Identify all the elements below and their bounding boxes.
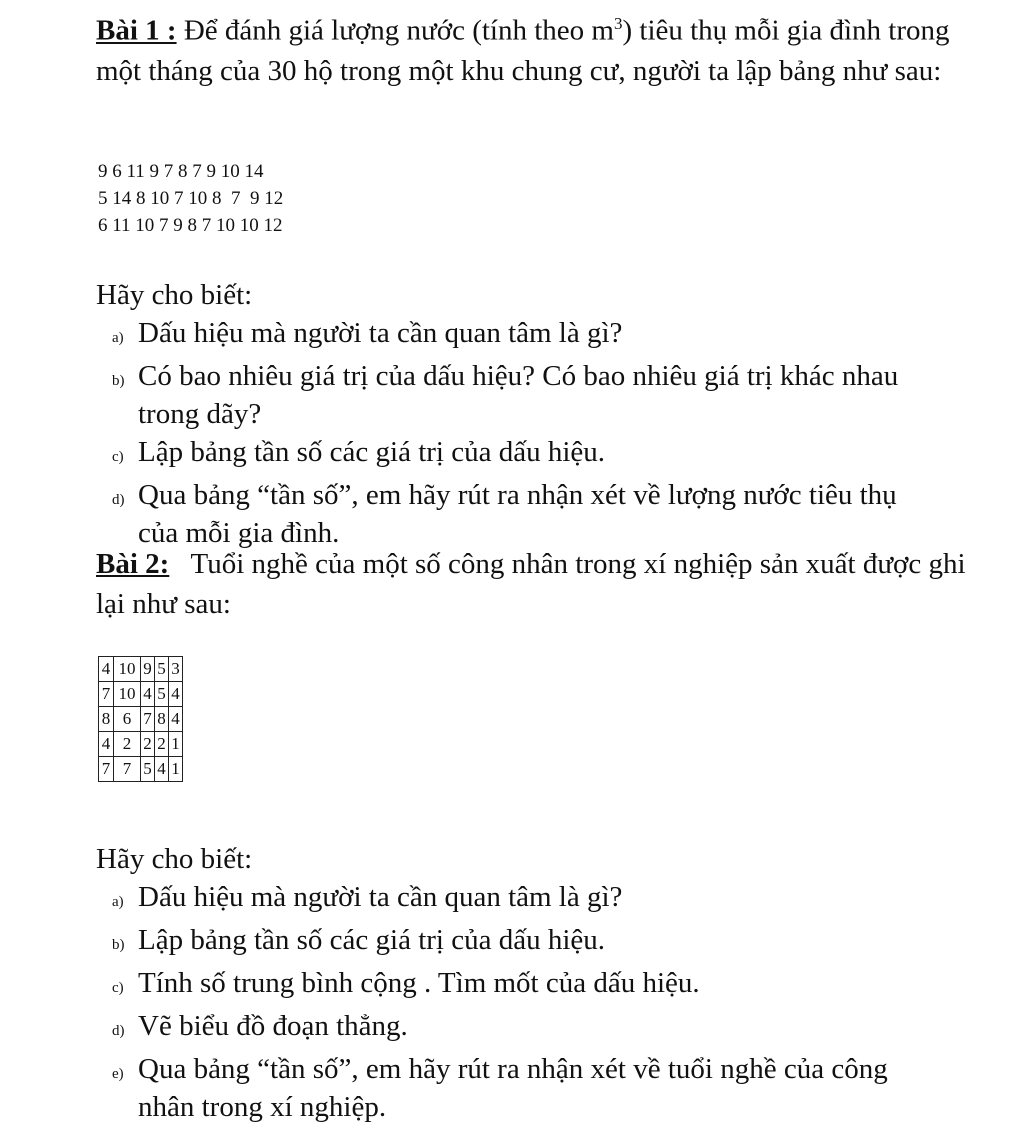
table-cell: 10 — [114, 657, 141, 682]
table-cell: 7 — [99, 682, 114, 707]
item-marker: b) — [112, 937, 125, 953]
table-cell: 4 — [141, 682, 155, 707]
table-cell: 5 — [155, 657, 169, 682]
list-item — [110, 878, 970, 921]
list-item — [110, 1007, 970, 1050]
item-marker: d) — [112, 492, 125, 508]
bai1-heading: Bài 1 : — [96, 14, 177, 47]
list-item — [110, 433, 970, 476]
table-cell: 8 — [155, 707, 169, 732]
table-cell: 4 — [169, 707, 183, 732]
bai2-prompt: Hãy cho biết: — [96, 843, 253, 875]
item-text: Vẽ biểu đồ đoạn thẳng. — [138, 1010, 408, 1042]
table-row — [99, 757, 183, 782]
ages-table — [98, 656, 183, 782]
item-marker: c) — [112, 449, 124, 465]
item-text: Dấu hiệu mà người ta cần quan tâm là gì? — [138, 317, 623, 349]
item-text: Tính số trung bình cộng . Tìm mốt của dấu hiệu. — [138, 967, 700, 999]
list-item — [110, 964, 970, 1007]
table-row — [99, 732, 183, 757]
item-marker: e) — [112, 1066, 124, 1082]
data-row: 5 14 8 10 7 10 8 7 9 12 — [98, 188, 284, 209]
table-cell: 7 — [141, 707, 155, 732]
bai1-questions — [110, 314, 970, 552]
bai2-intro — [96, 544, 973, 624]
table-row — [99, 707, 183, 732]
list-item — [110, 476, 970, 552]
item-marker: b) — [112, 373, 125, 389]
bai1-intro — [96, 4, 966, 91]
table-cell: 1 — [169, 757, 183, 782]
table-cell: 2 — [114, 732, 141, 757]
item-marker: a) — [112, 894, 124, 910]
item-text: Qua bảng “tần số”, em hãy rút ra nhận xét về tuổi nghề của công nhân trong xí nghiệp. — [138, 1053, 888, 1123]
item-text: Dấu hiệu mà người ta cần quan tâm là gì? — [138, 881, 623, 913]
table-row — [99, 657, 183, 682]
item-text: Có bao nhiêu giá trị của dấu hiệu? Có bao nhiêu giá trị khác nhau trong dãy? — [138, 360, 899, 430]
table-cell: 4 — [99, 732, 114, 757]
bai2-questions — [110, 878, 970, 1126]
table-cell: 3 — [169, 657, 183, 682]
table-cell: 8 — [99, 707, 114, 732]
bai1-intro-part1: Để đánh giá lượng nước (tính theo m — [176, 14, 614, 47]
list-item — [110, 357, 970, 433]
bai2-heading: Bài 2: — [96, 548, 170, 580]
bai2-intro-text: Tuổi nghề của một số công nhân trong xí nghiệp sản xuất được ghi lại như sau: — [96, 548, 973, 620]
table-cell: 7 — [114, 757, 141, 782]
table-cell: 4 — [99, 657, 114, 682]
table-cell: 5 — [155, 682, 169, 707]
table-cell: 10 — [114, 682, 141, 707]
item-marker: a) — [112, 330, 124, 346]
item-text: Lập bảng tần số các giá trị của dấu hiệu. — [138, 924, 606, 956]
bai1-intro-part2: ) tiêu thụ mỗi gia đình trong một tháng của 30 hộ trong một khu chung cư, người ta lập bảng như sau: — [96, 14, 950, 87]
bai1-prompt: Hãy cho biết: — [96, 279, 253, 311]
table-cell: 7 — [99, 757, 114, 782]
list-item — [110, 314, 970, 357]
table-cell: 1 — [169, 732, 183, 757]
table-cell: 4 — [155, 757, 169, 782]
item-marker: c) — [112, 980, 124, 996]
item-text: Lập bảng tần số các giá trị của dấu hiệu. — [138, 436, 606, 468]
item-marker: d) — [112, 1023, 125, 1039]
item-text: Qua bảng “tần số”, em hãy rút ra nhận xét về lượng nước tiêu thụ của mỗi gia đình. — [138, 479, 897, 549]
data-row: 9 6 11 9 7 8 7 9 10 14 — [98, 161, 264, 182]
table-row — [99, 682, 183, 707]
list-item — [110, 921, 970, 964]
table-cell: 5 — [141, 757, 155, 782]
bai1-data-rows — [98, 158, 283, 239]
table-cell: 6 — [114, 707, 141, 732]
table-cell: 9 — [141, 657, 155, 682]
table-cell: 2 — [141, 732, 155, 757]
data-row: 6 11 10 7 9 8 7 10 10 12 — [98, 215, 283, 236]
bai1-superscript: 3 — [613, 14, 623, 33]
table-cell: 2 — [155, 732, 169, 757]
table-cell: 4 — [169, 682, 183, 707]
list-item — [110, 1050, 970, 1126]
